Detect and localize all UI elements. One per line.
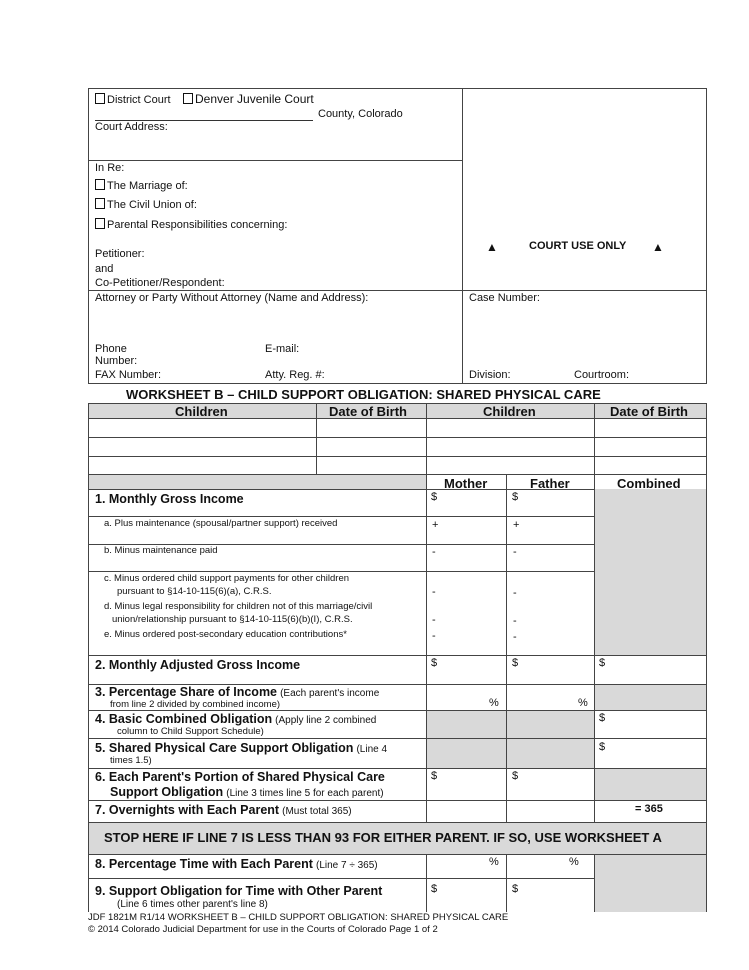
row-7-note: (Must total 365) xyxy=(282,806,352,817)
dollar-symbol: $ xyxy=(431,883,438,895)
row-7-label xyxy=(95,803,352,818)
dollar-symbol: $ xyxy=(512,657,519,669)
civil-union-label: The Civil Union of: xyxy=(107,199,197,211)
dollar-symbol: $ xyxy=(431,770,438,782)
minus-symbol: - xyxy=(432,630,436,642)
district-court-checkbox[interactable] xyxy=(95,93,171,107)
row-4-label xyxy=(95,712,376,727)
row-5-note-2: times 1.5) xyxy=(110,755,152,766)
row-2-label: 2. Monthly Adjusted Gross Income xyxy=(95,658,301,672)
up-triangle-icon: ▲ xyxy=(652,240,664,254)
mother-header: Mother xyxy=(444,476,488,491)
row-1c-label: c. Minus ordered child support payments for other children xyxy=(104,573,350,584)
footer-copyright: © 2014 Colorado Judicial Department for use in the Courts of Colorado Page 1 of 2 xyxy=(88,924,438,935)
row-5-note: (Line 4 xyxy=(356,744,388,755)
row-1b-label: b. Minus maintenance paid xyxy=(104,545,218,556)
row-7-title: 7. Overnights with Each Parent xyxy=(95,803,280,817)
row-3-note-2: from line 2 divided by combined income) xyxy=(110,699,281,710)
row-7-total: = 365 xyxy=(635,803,663,815)
percent-symbol: % xyxy=(489,697,499,709)
row-3-label xyxy=(95,685,379,700)
combined-header: Combined xyxy=(617,476,681,491)
minus-symbol: - xyxy=(432,614,436,626)
court-address-label: Court Address: xyxy=(95,121,168,133)
dollar-symbol: $ xyxy=(512,491,519,503)
row-1e-label: e. Minus ordered post-secondary education contributions* xyxy=(104,629,347,640)
row-6-note: (Line 3 times line 5 for each parent) xyxy=(226,788,384,799)
dollar-symbol: $ xyxy=(512,770,519,782)
dollar-symbol: $ xyxy=(599,657,606,669)
row-4-note: (Apply line 2 combined xyxy=(275,715,377,726)
row-8-note: (Line 7 ÷ 365) xyxy=(315,860,378,871)
district-court-label: District Court xyxy=(107,94,171,106)
minus-symbol: - xyxy=(513,615,517,627)
children-header-2: Children xyxy=(483,404,536,419)
father-header: Father xyxy=(530,476,570,491)
row-1-label: 1. Monthly Gross Income xyxy=(95,492,244,506)
dollar-symbol: $ xyxy=(431,491,438,503)
plus-symbol: + xyxy=(432,519,439,531)
fax-label: FAX Number: xyxy=(95,369,162,381)
row-3-title: 3. Percentage Share of Income xyxy=(95,685,278,699)
row-1d-label: d. Minus legal responsibility for children not of this marriage/civil xyxy=(104,601,373,612)
atty-reg-label: Atty. Reg. #: xyxy=(265,369,325,381)
dollar-symbol: $ xyxy=(512,883,519,895)
checkbox-icon xyxy=(95,179,105,190)
checkbox-icon xyxy=(183,93,193,104)
minus-symbol: - xyxy=(513,631,517,643)
courtroom-label: Courtroom: xyxy=(574,369,630,381)
number-label: Number: xyxy=(95,355,138,367)
marriage-label: The Marriage of: xyxy=(107,180,188,192)
footer-form-id: JDF 1821M R1/14 WORKSHEET B – CHILD SUPPORT OBLIGATION: SHARED PHYSICAL CARE xyxy=(88,912,509,923)
civil-union-checkbox[interactable] xyxy=(95,198,197,212)
court-use-only-label: COURT USE ONLY xyxy=(529,240,627,252)
copetitioner-label: Co-Petitioner/Respondent: xyxy=(95,277,225,289)
row-6-label: 6. Each Parent's Portion of Shared Physical Care xyxy=(95,770,385,784)
dob-header-1: Date of Birth xyxy=(329,404,407,419)
row-6-title-2: Support Obligation xyxy=(110,785,224,799)
up-triangle-icon: ▲ xyxy=(486,240,498,254)
row-8-title: 8. Percentage Time with Each Parent xyxy=(95,857,313,871)
denver-juvenile-court-checkbox[interactable] xyxy=(183,92,314,106)
in-re-label: In Re: xyxy=(95,162,125,174)
percent-symbol: % xyxy=(489,856,499,868)
row-5-title: 5. Shared Physical Care Support Obligation xyxy=(95,741,354,755)
plus-symbol: + xyxy=(513,519,520,531)
email-label: E-mail: xyxy=(265,343,300,355)
minus-symbol: - xyxy=(513,546,517,558)
dob-header-2: Date of Birth xyxy=(610,404,688,419)
checkbox-icon xyxy=(95,218,105,229)
percent-symbol: % xyxy=(578,697,588,709)
dollar-symbol: $ xyxy=(431,657,438,669)
phone-label: Phone xyxy=(95,343,127,355)
checkbox-icon xyxy=(95,198,105,209)
dollar-symbol: $ xyxy=(599,712,606,724)
row-1d-label-2: union/relationship pursuant to §14-10-115(6)(b)(I), C.R.S. xyxy=(112,614,353,625)
attorney-label: Attorney or Party Without Attorney (Name and Address): xyxy=(95,292,369,304)
row-8-label xyxy=(95,857,378,872)
parental-responsibilities-label: Parental Responsibilities concerning: xyxy=(107,219,288,231)
marriage-checkbox[interactable] xyxy=(95,179,188,193)
row-9-note: (Line 6 times other parent's line 8) xyxy=(117,899,268,910)
parental-responsibilities-checkbox[interactable] xyxy=(95,218,287,232)
row-1a-label: a. Plus maintenance (spousal/partner support) received xyxy=(104,518,338,529)
worksheet-title: WORKSHEET B – CHILD SUPPORT OBLIGATION: SHARED PHYSICAL CARE xyxy=(126,387,601,402)
row-3-note: (Each parent's income xyxy=(280,688,380,699)
row-4-note-2: column to Child Support Schedule) xyxy=(117,726,264,737)
stop-instruction: STOP HERE IF LINE 7 IS LESS THAN 93 FOR EITHER PARENT. IF SO, USE WORKSHEET A xyxy=(104,830,662,845)
minus-symbol: - xyxy=(432,586,436,598)
denver-juvenile-court-label: Denver Juvenile Court xyxy=(195,92,314,106)
checkbox-icon xyxy=(95,93,105,104)
row-5-label xyxy=(95,741,387,756)
petitioner-label: Petitioner: xyxy=(95,248,145,260)
dollar-symbol: $ xyxy=(599,741,606,753)
minus-symbol: - xyxy=(432,546,436,558)
children-header-1: Children xyxy=(175,404,228,419)
row-4-title: 4. Basic Combined Obligation xyxy=(95,712,273,726)
division-label: Division: xyxy=(469,369,511,381)
row-6-label-2 xyxy=(110,785,384,800)
row-1c-label-2: pursuant to §14-10-115(6)(a), C.R.S. xyxy=(117,586,272,597)
and-label: and xyxy=(95,263,114,275)
percent-symbol: % xyxy=(569,856,579,868)
case-number-label: Case Number: xyxy=(469,292,540,304)
minus-symbol: - xyxy=(513,587,517,599)
county-label: County, Colorado xyxy=(318,108,403,120)
row-9-label: 9. Support Obligation for Time with Other Parent xyxy=(95,884,383,898)
